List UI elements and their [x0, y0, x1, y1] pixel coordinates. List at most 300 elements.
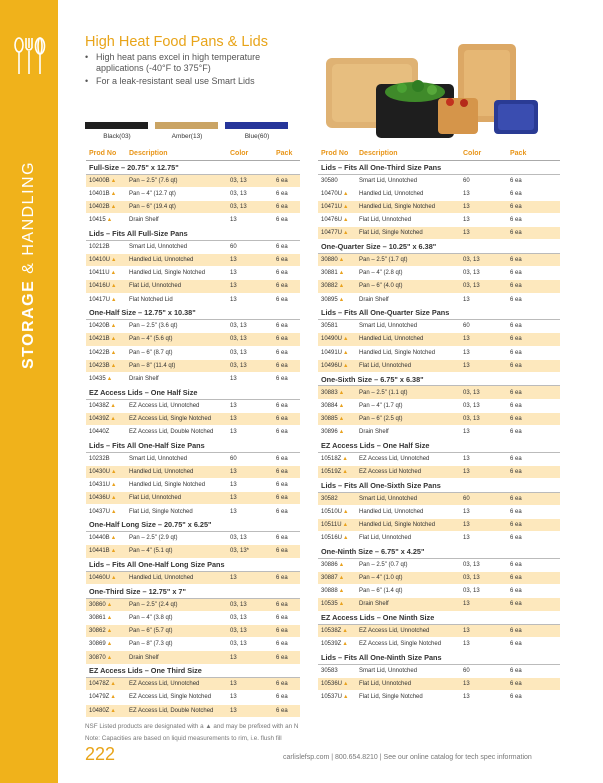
prod-no-cell	[86, 267, 126, 280]
table-row	[318, 678, 560, 691]
nsf-marker-icon: ▲	[110, 270, 117, 277]
pack-cell: 6 ea	[507, 426, 560, 439]
prod-no: 10420B	[89, 323, 110, 330]
nsf-marker-icon: ▲	[338, 588, 345, 595]
section-title: Lids – Fits All One-Half Size Pans	[86, 439, 300, 453]
color-cell: 03, 13	[227, 320, 273, 333]
color-cell: 13	[460, 452, 507, 465]
table-row	[318, 386, 560, 399]
description-cell: EZ Access Lid, Unnotched	[126, 399, 227, 412]
description-cell: Flat Lid, Unnotched	[356, 214, 460, 227]
description-cell: EZ Access Lid, Unnotched	[356, 625, 460, 638]
color-cell: 13	[227, 267, 273, 280]
table-row	[86, 280, 300, 293]
prod-no-cell	[318, 558, 356, 571]
table-row	[86, 399, 300, 412]
prod-no: 10476U	[321, 217, 343, 224]
table-row	[86, 240, 300, 253]
color-cell: 13	[460, 518, 507, 531]
pack-cell: 6 ea	[507, 585, 560, 598]
description-cell: Flat Lid, Single Notched	[126, 505, 227, 518]
description-cell: EZ Access Lid, Single Notched	[356, 638, 460, 651]
prod-no: 30581	[321, 323, 338, 330]
description-cell: Handled Lid, Single Notched	[126, 479, 227, 492]
nsf-marker-icon: ▲	[110, 203, 117, 210]
prod-no-cell	[318, 346, 356, 359]
prod-no-cell	[86, 293, 126, 306]
description-cell: Drain Shelf	[356, 598, 460, 611]
description-cell: Handled Lid, Unnotched	[356, 333, 460, 346]
prod-no-cell	[86, 346, 126, 359]
footnote-capacity: Note: Capacities are based on liquid measurements to rim, i.e. flush fill	[85, 735, 282, 742]
footnotes	[85, 721, 298, 745]
section-title: One-Ninth Size – 6.75" x 4.25"	[318, 545, 560, 559]
prod-no-cell	[318, 532, 356, 545]
color-cell: 13	[460, 505, 507, 518]
prod-no-cell	[86, 320, 126, 333]
table-row	[318, 346, 560, 359]
nsf-marker-icon: ▲	[110, 190, 117, 197]
color-cell: 13	[460, 532, 507, 545]
table-header	[318, 147, 560, 161]
description-cell: Flat Lid, Unnotched	[126, 492, 227, 505]
description-cell: Flat Lid, Single Notched	[356, 691, 460, 704]
prod-no: 10490U	[321, 336, 343, 343]
table-row	[318, 452, 560, 465]
table-row	[86, 187, 300, 200]
prod-no-cell	[318, 492, 356, 505]
prod-no: 30885	[321, 415, 338, 422]
description-cell: Pan – 2.5" (2.9 qt)	[126, 532, 227, 545]
table-row	[318, 691, 560, 704]
description-cell: EZ Access Lid, Unnotched	[356, 452, 460, 465]
prod-no: 10436U	[89, 495, 111, 502]
pack-cell: 6 ea	[273, 625, 300, 638]
color-cell: 13	[460, 638, 507, 651]
description-cell: Handled Lid, Unnotched	[356, 505, 460, 518]
pack-cell: 6 ea	[507, 518, 560, 531]
nsf-marker-icon: ▲	[338, 429, 345, 436]
pack-cell: 6 ea	[507, 678, 560, 691]
prod-no-cell	[86, 465, 126, 478]
pack-cell: 6 ea	[507, 214, 560, 227]
pack-cell: 6 ea	[507, 174, 560, 187]
table-row	[318, 399, 560, 412]
description-cell: Smart Lid, Unnotched	[126, 452, 227, 465]
pack-cell: 6 ea	[273, 465, 300, 478]
description-cell: Handled Lid, Single Notched	[356, 200, 460, 213]
section-title: Lids – Fits All One-Sixth Size Pans	[318, 479, 560, 493]
description-cell: Pan – 6" (8.7 qt)	[126, 346, 227, 359]
prod-no-cell	[86, 532, 126, 545]
color-cell: 13	[227, 479, 273, 492]
section-header-row	[318, 439, 560, 453]
nsf-marker-icon: ▲	[342, 455, 348, 462]
nsf-marker-icon: ▲	[343, 535, 349, 542]
prod-no: 10415	[89, 217, 106, 224]
color-cell: 13	[227, 426, 273, 439]
pack-cell: 6 ea	[507, 280, 560, 293]
prod-no-cell	[318, 386, 356, 399]
section-header-row	[318, 306, 560, 320]
page-title: High Heat Food Pans & Lids	[85, 34, 268, 50]
prod-no-cell	[86, 333, 126, 346]
table-row	[86, 214, 300, 227]
description-cell: Smart Lid, Unnotched	[126, 240, 227, 253]
color-cell: 60	[227, 452, 273, 465]
table-row	[318, 598, 560, 611]
color-cell: 03, 13	[460, 572, 507, 585]
prod-no-cell	[318, 638, 356, 651]
table-row	[86, 625, 300, 638]
nsf-marker-icon: ▲	[110, 402, 116, 409]
description-cell: Handled Lid, Single Notched	[356, 346, 460, 359]
prod-no: 30582	[321, 495, 338, 502]
description-cell: Drain Shelf	[126, 651, 227, 664]
prod-no-cell	[318, 625, 356, 638]
prod-no-cell	[318, 200, 356, 213]
pack-cell: 6 ea	[273, 293, 300, 306]
prod-no: 10496U	[321, 362, 343, 369]
col-header-pack: Pack	[507, 147, 560, 161]
table-row	[86, 545, 300, 558]
prod-no: 30884	[321, 402, 338, 409]
section-title: EZ Access Lids – One Ninth Size	[318, 611, 560, 625]
color-cell: 13	[227, 399, 273, 412]
pack-cell: 6 ea	[507, 625, 560, 638]
table-row	[318, 293, 560, 306]
pack-cell: 6 ea	[273, 479, 300, 492]
prod-no-cell	[318, 412, 356, 425]
utensils-icon	[12, 36, 46, 76]
pack-cell: 6 ea	[507, 691, 560, 704]
food-pans-photo	[318, 40, 563, 150]
section-title: One-Half Long Size – 20.75" x 6.25"	[86, 518, 300, 532]
pack-cell: 6 ea	[507, 227, 560, 240]
pack-cell: 6 ea	[507, 664, 560, 677]
prod-no-cell	[86, 240, 126, 253]
prod-no-cell	[86, 412, 126, 425]
description-cell: Pan – 4" (1.0 qt)	[356, 572, 460, 585]
table-row	[86, 333, 300, 346]
section-title: EZ Access Lids – One Third Size	[86, 664, 300, 678]
prod-no: 10421B	[89, 336, 110, 343]
prod-no: 10431U	[89, 482, 111, 489]
table-row	[318, 174, 560, 187]
prod-no-cell	[318, 280, 356, 293]
nsf-marker-icon: ▲	[110, 707, 116, 714]
prod-no: 30896	[321, 429, 338, 436]
prod-no-cell	[318, 678, 356, 691]
table-row	[318, 333, 560, 346]
color-cell: 13	[460, 333, 507, 346]
nsf-marker-icon: ▲	[110, 336, 117, 343]
pack-cell: 6 ea	[273, 492, 300, 505]
nsf-marker-icon: ▲	[106, 614, 113, 621]
section-header-row	[318, 372, 560, 386]
prod-no-cell	[86, 678, 126, 691]
prod-no-cell	[318, 465, 356, 478]
bullet-item: • High heat pans excel in high temperature applications (-40°F to 375°F)	[85, 52, 295, 74]
prod-no: 10539Z	[321, 641, 342, 648]
description-cell: Pan – 4" (1.7 qt)	[356, 399, 460, 412]
prod-no: 10511U	[321, 522, 342, 529]
product-table-right	[318, 147, 560, 705]
pack-cell: 6 ea	[273, 611, 300, 624]
prod-no-cell	[318, 518, 356, 531]
table-row	[86, 346, 300, 359]
prod-no: 10460U	[89, 575, 111, 582]
section-header-row	[318, 240, 560, 254]
swatch-amber	[155, 122, 218, 129]
prod-no: 30861	[89, 614, 106, 621]
color-cell: 13	[460, 187, 507, 200]
description-cell: Smart Lid, Unnotched	[356, 320, 460, 333]
description-cell: Pan – 8" (7.3 qt)	[126, 638, 227, 651]
color-cell: 13	[227, 505, 273, 518]
nsf-marker-icon: ▲	[111, 468, 117, 475]
color-cell: 13	[227, 253, 273, 266]
nsf-marker-icon: ▲	[106, 601, 113, 608]
nsf-marker-icon: ▲	[110, 362, 117, 369]
color-cell: 13	[227, 412, 273, 425]
nsf-marker-icon: ▲	[342, 628, 348, 635]
description-cell: Flat Lid, Unnotched	[356, 532, 460, 545]
prod-no-cell	[86, 426, 126, 439]
prod-no: 10491U	[321, 349, 343, 356]
page-number: 222	[85, 744, 116, 764]
pack-cell: 6 ea	[273, 638, 300, 651]
footer-info: carlislefsp.com | 800.654.8210 | See our online catalog for tech spec information	[283, 754, 532, 761]
table-row	[318, 585, 560, 598]
description-cell: Pan – 6" (2.5 qt)	[356, 412, 460, 425]
col-header-description: Description	[126, 147, 227, 161]
description-cell: EZ Access Lid, Single Notched	[126, 691, 227, 704]
color-cell: 13	[227, 651, 273, 664]
nsf-marker-icon: ▲	[338, 561, 345, 568]
description-cell: Pan – 4" (12.7 qt)	[126, 187, 227, 200]
prod-no: 30870	[89, 654, 106, 661]
prod-no-cell	[86, 452, 126, 465]
prod-no: 10416U	[89, 283, 111, 290]
pack-cell: 6 ea	[273, 187, 300, 200]
table-row	[318, 280, 560, 293]
prod-no: 10510U	[321, 508, 343, 515]
color-cell: 03, 13	[460, 267, 507, 280]
description-cell: Pan – 6" (1.4 qt)	[356, 585, 460, 598]
color-cell: 13	[460, 598, 507, 611]
nsf-marker-icon: ▲	[110, 548, 117, 555]
nsf-marker-icon: ▲	[338, 389, 345, 396]
color-cell: 03, 13	[227, 346, 273, 359]
pack-cell: 6 ea	[507, 452, 560, 465]
nsf-marker-icon: ▲	[342, 641, 348, 648]
nsf-marker-icon: ▲	[338, 601, 345, 608]
description-cell: Smart Lid, Unnotched	[356, 492, 460, 505]
color-cell: 03, 13	[460, 280, 507, 293]
color-cell: 03, 13	[460, 399, 507, 412]
nsf-marker-icon: ▲	[343, 230, 349, 237]
section-title: Lids – Fits All One-Ninth Size Pans	[318, 651, 560, 665]
table-row	[318, 638, 560, 651]
nsf-marker-icon: ▲	[342, 522, 349, 529]
pack-cell: 6 ea	[273, 532, 300, 545]
pack-cell: 6 ea	[507, 187, 560, 200]
table-row	[318, 253, 560, 266]
color-cell: 13	[227, 214, 273, 227]
prod-no-cell	[318, 214, 356, 227]
description-cell: Pan – 4" (5.6 qt)	[126, 333, 227, 346]
color-cell: 13	[460, 293, 507, 306]
table-row	[86, 638, 300, 651]
prod-no-cell	[86, 372, 126, 385]
prod-no: 30886	[321, 561, 338, 568]
table-row	[86, 465, 300, 478]
swatch-label: Amber(13)	[171, 133, 203, 140]
footnote-nsf: NSF Listed products are designated with a ▲ and may be prefixed with an N	[85, 723, 299, 730]
prod-no: 10441B	[89, 548, 110, 555]
nsf-marker-icon: ▲	[343, 508, 349, 515]
section-title: EZ Access Lids – One Half Size	[86, 386, 300, 400]
nsf-marker-icon: ▲	[110, 323, 117, 330]
col-header-prod-no: Prod No	[318, 147, 356, 161]
color-cell: 13	[460, 214, 507, 227]
description-cell: Pan – 2.5" (3.6 qt)	[126, 320, 227, 333]
prod-no: 10538Z	[321, 628, 342, 635]
table-row	[86, 572, 300, 585]
color-cell: 03, 13	[460, 253, 507, 266]
table-row	[318, 518, 560, 531]
pack-cell: 6 ea	[273, 545, 300, 558]
description-cell: Pan – 8" (11.4 qt)	[126, 359, 227, 372]
table-row	[318, 558, 560, 571]
feature-bullets	[85, 52, 295, 89]
prod-no: 10212B	[89, 243, 110, 250]
pack-cell: 6 ea	[273, 399, 300, 412]
table-row	[86, 479, 300, 492]
description-cell: Pan – 2.5" (2.4 qt)	[126, 598, 227, 611]
color-cell: 60	[460, 664, 507, 677]
color-cell: 13	[460, 227, 507, 240]
section-header-row	[86, 306, 300, 320]
prod-no-cell	[86, 280, 126, 293]
prod-no: 10536U	[321, 681, 343, 688]
color-cell: 03, 13	[227, 532, 273, 545]
color-cell: 60	[227, 240, 273, 253]
color-cell: 13	[227, 691, 273, 704]
prod-no: 10423B	[89, 362, 110, 369]
section-header-row	[86, 161, 300, 175]
prod-no: 30580	[321, 177, 338, 184]
color-cell: 03, 13	[227, 359, 273, 372]
table-row	[86, 372, 300, 385]
pack-cell: 6 ea	[507, 200, 560, 213]
prod-no: 10437U	[89, 508, 111, 515]
table-row	[318, 412, 560, 425]
pack-cell: 6 ea	[507, 572, 560, 585]
prod-no: 10410U	[89, 257, 111, 264]
pack-cell: 6 ea	[273, 320, 300, 333]
prod-no: 10411U	[89, 270, 110, 277]
prod-no: 10417U	[89, 296, 111, 303]
prod-no-cell	[86, 638, 126, 651]
table-row	[86, 452, 300, 465]
color-cell: 13	[460, 426, 507, 439]
color-cell: 13	[227, 293, 273, 306]
description-cell: Pan – 6" (19.4 qt)	[126, 200, 227, 213]
pack-cell: 6 ea	[507, 399, 560, 412]
col-header-description: Description	[356, 147, 460, 161]
prod-no: 10516U	[321, 535, 343, 542]
prod-no: 30887	[321, 575, 338, 582]
nsf-marker-icon: ▲	[342, 468, 348, 475]
swatch-label: Blue(60)	[244, 133, 270, 140]
color-cell: 13	[460, 465, 507, 478]
prod-no-cell	[318, 333, 356, 346]
table-row	[86, 412, 300, 425]
prod-no-cell	[86, 598, 126, 611]
pack-cell: 6 ea	[273, 267, 300, 280]
description-cell: Pan – 6" (5.7 qt)	[126, 625, 227, 638]
prod-no: 10537U	[321, 694, 343, 701]
table-row	[86, 426, 300, 439]
pack-cell: 6 ea	[273, 240, 300, 253]
section-header-row	[318, 161, 560, 175]
pack-cell: 6 ea	[273, 678, 300, 691]
pack-cell: 6 ea	[273, 174, 300, 187]
description-cell: Handled Lid, Unnotched	[126, 465, 227, 478]
prod-no: 10232B	[89, 455, 110, 462]
table-row	[318, 227, 560, 240]
description-cell: Drain Shelf	[126, 372, 227, 385]
pack-cell: 6 ea	[273, 359, 300, 372]
prod-no: 10479Z	[89, 694, 110, 701]
nsf-marker-icon: ▲	[338, 415, 345, 422]
prod-no-cell	[318, 174, 356, 187]
table-row	[318, 214, 560, 227]
description-cell: Pan – 4" (3.8 qt)	[126, 611, 227, 624]
prod-no: 10422B	[89, 349, 110, 356]
table-row	[318, 664, 560, 677]
prod-no: 10430U	[89, 468, 111, 475]
nsf-marker-icon: ▲	[106, 654, 113, 661]
nsf-marker-icon: ▲	[343, 190, 349, 197]
prod-no: 30882	[321, 283, 338, 290]
pack-cell: 6 ea	[507, 412, 560, 425]
prod-no: 10535	[321, 601, 338, 608]
prod-no-cell	[86, 625, 126, 638]
prod-no: 10402B	[89, 203, 110, 210]
description-cell: EZ Access Lid, Unnotched	[126, 678, 227, 691]
color-cell: 03, 13	[460, 412, 507, 425]
color-cell: 13	[460, 346, 507, 359]
pack-cell: 6 ea	[507, 532, 560, 545]
table-row	[86, 704, 300, 717]
color-cell: 13	[227, 465, 273, 478]
pack-cell: 6 ea	[507, 320, 560, 333]
color-cell: 03, 13	[460, 558, 507, 571]
section-label: STORAGE & HANDLING	[20, 160, 37, 370]
prod-no-cell	[86, 200, 126, 213]
section-title: One-Sixth Size – 6.75" x 6.38"	[318, 372, 560, 386]
color-cell: 03, 13	[460, 386, 507, 399]
description-cell: Flat Notched Lid	[126, 293, 227, 306]
prod-no: 30881	[321, 270, 338, 277]
pack-cell: 6 ea	[273, 598, 300, 611]
table-row	[86, 359, 300, 372]
table-row	[318, 187, 560, 200]
prod-no-cell	[318, 267, 356, 280]
